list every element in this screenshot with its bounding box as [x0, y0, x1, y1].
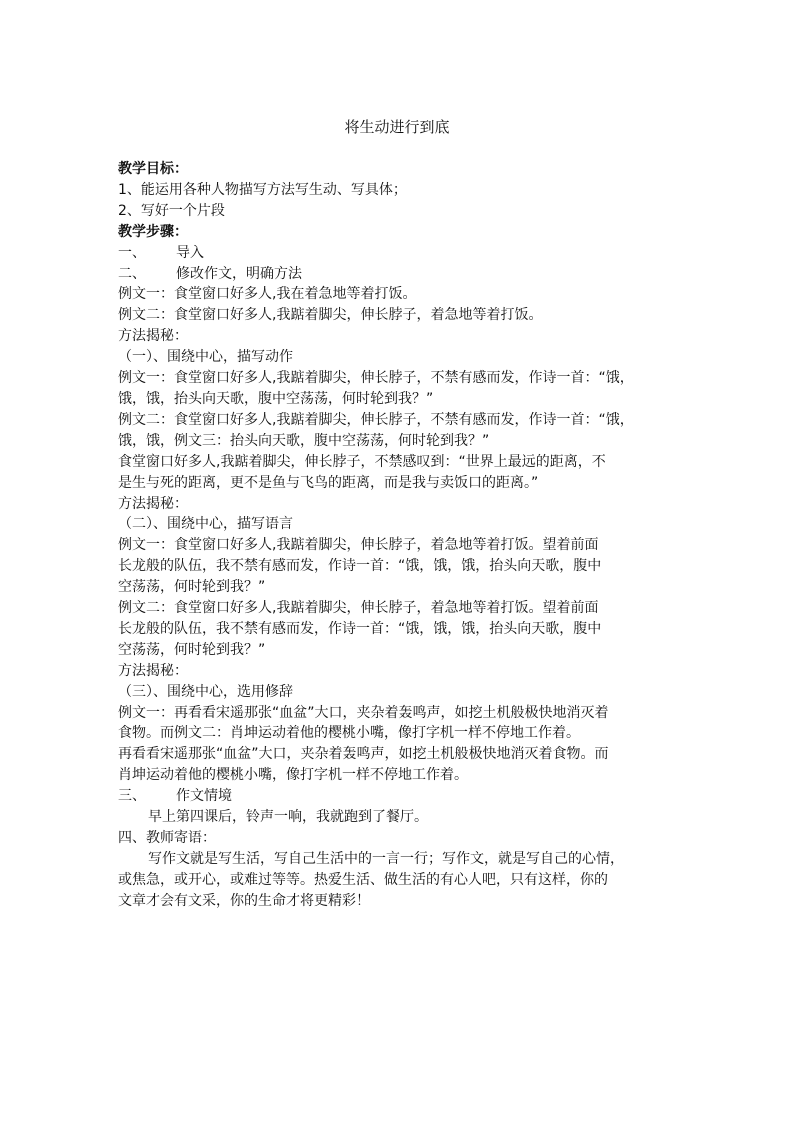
- text-line: 写作文就是写生活，写自己生活中的一言一行；写作文，就是写自己的心情，: [148, 850, 624, 867]
- document-body: [118, 159, 678, 912]
- step-line: [118, 264, 678, 285]
- text-line: 饿，饿，抬头向天歌，腹中空荡荡，何时轮到我？”: [118, 390, 434, 407]
- text-line: 长龙般的队伍，我不禁有感而发，作诗一首：“饿，饿，饿，抬头向天歌，腹中: [118, 620, 602, 637]
- step-number: 二、: [118, 265, 146, 282]
- text-line: 长龙般的队伍，我不禁有感而发，作诗一首：“饿，饿，饿，抬头向天歌，腹中: [118, 558, 602, 575]
- subsection-heading: （一）、围绕中心，描写动作: [118, 349, 293, 366]
- text-line: 食堂窗口好多人,我踮着脚尖，伸长脖子，不禁感叹到：“世界上最远的距离，不: [118, 453, 606, 470]
- text-line: 肖坤运动着他的樱桃小嘴，像打字机一样不停地工作着。: [118, 767, 468, 784]
- step-title: 修改作文，明确方法: [176, 265, 302, 282]
- text-line: 文章才会有文采，你的生命才将更精彩！: [118, 892, 370, 909]
- step-line: 四、教师寄语：: [118, 830, 216, 846]
- subsection-heading: （三）、围绕中心，选用修辞: [118, 683, 293, 700]
- text-line: 例文一：食堂窗口好多人,我在着急地等着打饭。: [118, 286, 417, 303]
- text-line: 例文二：食堂窗口好多人,我踮着脚尖，伸长脖子，不禁有感而发，作诗一首：“饿，: [118, 411, 634, 428]
- text-line: 例文一：再看看宋遥那张“血盆”大口，夹杂着轰鸣声，如挖土机般极快地消灭着: [118, 704, 609, 721]
- text-line: 例文二：食堂窗口好多人,我踮着脚尖，伸长脖子，着急地等着打饭。望着前面: [118, 600, 599, 617]
- step-number: 三、: [118, 788, 146, 805]
- step-number: 一、: [118, 244, 146, 261]
- text-line: 饿，饿，例文三：抬头向天歌，腹中空荡荡，何时轮到我？”: [118, 432, 490, 449]
- goal-item: 2、写好一个片段: [118, 202, 225, 219]
- text-line: 再看看宋遥那张“血盆”大口，夹杂着轰鸣声，如挖土机般极快地消灭着食物。而: [118, 746, 609, 763]
- document-title: 将生动进行到底: [344, 118, 450, 136]
- text-line: 空荡荡，何时轮到我？”: [118, 641, 266, 658]
- text-line: 空荡荡，何时轮到我？”: [118, 579, 266, 596]
- text-line: 方法揭秘：: [118, 662, 188, 679]
- step-title: 导入: [176, 244, 204, 261]
- text-line: 例文二：食堂窗口好多人,我踮着脚尖，伸长脖子，着急地等着打饭。: [118, 307, 543, 324]
- text-line: 早上第四课后，铃声一响，我就跑到了餐厅。: [148, 809, 428, 826]
- text-line: 方法揭秘：: [118, 495, 188, 512]
- text-line: 食物。而例文二：肖坤运动着他的樱桃小嘴，像打字机一样不停地工作着。: [118, 725, 580, 742]
- step-title: 作文情境: [176, 788, 232, 805]
- step-line: [118, 243, 678, 264]
- goal-item: 1、能运用各种人物描写方法写生动、写具体；: [118, 181, 407, 198]
- text-line: 例文一：食堂窗口好多人,我踮着脚尖，伸长脖子，着急地等着打饭。望着前面: [118, 537, 599, 554]
- section-heading-goals: 教学目标：: [118, 161, 188, 177]
- text-line: 例文一：食堂窗口好多人,我踮着脚尖，伸长脖子，不禁有感而发，作诗一首：“饿，: [118, 370, 634, 387]
- subsection-heading: （二）、围绕中心，描写语言: [118, 516, 293, 533]
- section-heading-steps: 教学步骤：: [118, 223, 188, 240]
- text-line: 或焦急，或开心，或难过等等。热爱生活、做生活的有心人吧，只有这样，你的: [118, 871, 608, 888]
- text-line: 是生与死的距离，更不是鱼与飞鸟的距离，而是我与卖饭口的距离。”: [118, 474, 539, 491]
- text-line: 方法揭秘：: [118, 328, 188, 345]
- step-line: [118, 786, 678, 807]
